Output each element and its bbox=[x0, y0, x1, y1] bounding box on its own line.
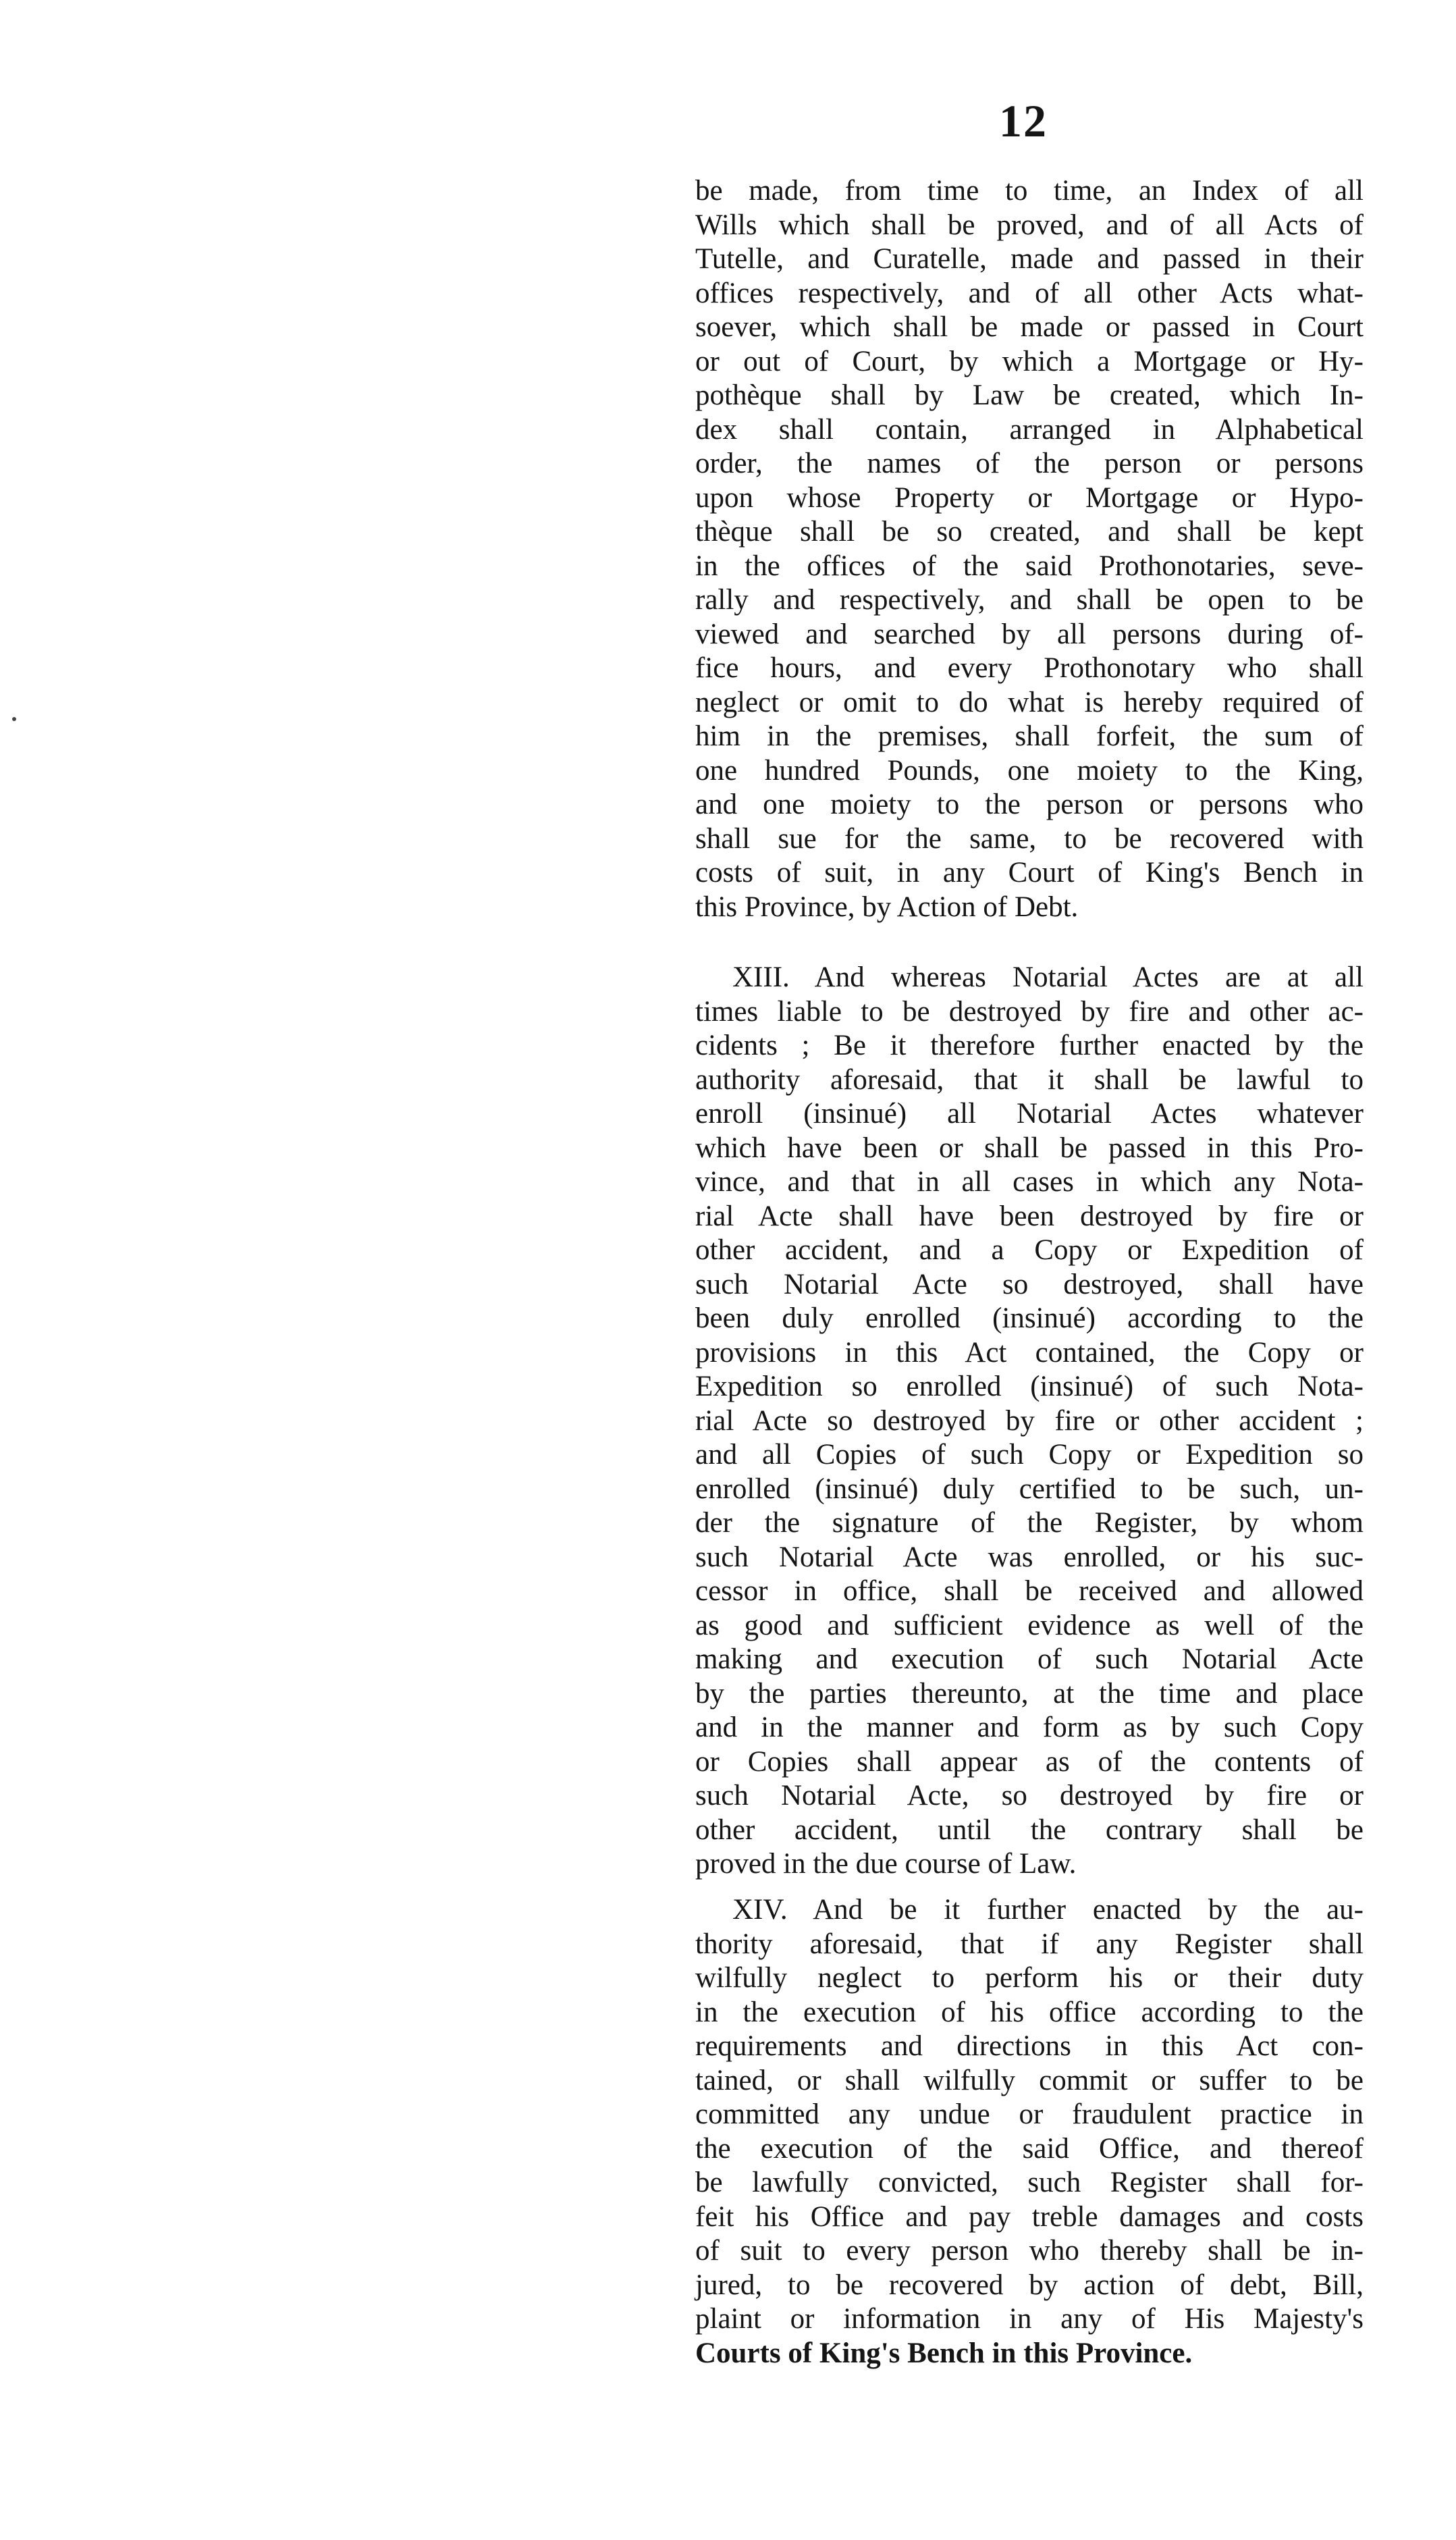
text-line: of suit to every person who thereby shall be in- bbox=[695, 2235, 1364, 2267]
text-line: XIV. And be it further enacted by the au- bbox=[732, 1894, 1364, 1926]
text-line: in the offices of the said Prothonotaries, seve- bbox=[695, 550, 1364, 582]
text-line: which have been or shall be passed in this Pro- bbox=[695, 1132, 1364, 1164]
text-line: neglect or omit to do what is hereby required of bbox=[695, 686, 1364, 718]
text-line: thèque shall be so created, and shall be kept bbox=[695, 516, 1364, 548]
text-line: rally and respectively, and shall be open to be bbox=[695, 584, 1364, 616]
text-line: one hundred Pounds, one moiety to the King, bbox=[695, 754, 1364, 787]
text-line: times liable to be destroyed by fire and other ac- bbox=[695, 995, 1364, 1028]
section-xiv bbox=[695, 1893, 1364, 2371]
text-line: the execution of the said Office, and thereof bbox=[695, 2132, 1364, 2165]
text-line: pothèque shall by Law be created, which In- bbox=[695, 379, 1364, 411]
text-line: XIII. And whereas Notarial Actes are at all bbox=[732, 961, 1364, 993]
text-line: rial Acte shall have been destroyed by fire or bbox=[695, 1200, 1364, 1232]
text-line: by the parties thereunto, at the time and place bbox=[695, 1677, 1364, 1710]
text-line: dex shall contain, arranged in Alphabetical bbox=[695, 413, 1364, 446]
text-line: or out of Court, by which a Mortgage or Hy- bbox=[695, 345, 1364, 377]
paragraph-12-continuation bbox=[695, 174, 1364, 924]
text-line: offices respectively, and of all other Acts what- bbox=[695, 277, 1364, 309]
text-line: committed any undue or fraudulent practice in bbox=[695, 2098, 1364, 2130]
text-line: soever, which shall be made or passed in Court bbox=[695, 311, 1364, 343]
text-line: and in the manner and form as by such Copy bbox=[695, 1712, 1364, 1743]
text-line: viewed and searched by all persons during of- bbox=[695, 618, 1364, 650]
text-line: Tutelle, and Curatelle, made and passed in their bbox=[695, 243, 1364, 275]
text-line: upon whose Property or Mortgage or Hypo- bbox=[695, 481, 1364, 514]
text-line: costs of suit, in any Court of King's Bench in bbox=[695, 857, 1364, 889]
text-line: such Notarial Acte was enrolled, or his suc- bbox=[695, 1541, 1364, 1573]
text-line: in the execution of his office according to the bbox=[695, 1996, 1364, 2028]
text-line: making and execution of such Notarial Acte bbox=[695, 1643, 1364, 1675]
text-line: authority aforesaid, that it shall be lawful to bbox=[695, 1063, 1364, 1096]
text-line: him in the premises, shall forfeit, the sum of bbox=[695, 720, 1364, 752]
text-line: and all Copies of such Copy or Expedition so bbox=[695, 1439, 1364, 1471]
text-line: such Notarial Acte so destroyed, shall have bbox=[695, 1268, 1364, 1300]
text-line: or Copies shall appear as of the contents of bbox=[695, 1745, 1364, 1778]
text-line: wilfully neglect to perform his or their duty bbox=[695, 1962, 1364, 1994]
page-number: 12 bbox=[999, 95, 1048, 147]
text-line: der the signature of the Register, by whom bbox=[695, 1507, 1364, 1539]
text-line: Courts of King's Bench in this Province. bbox=[695, 2337, 1193, 2369]
text-line: be made, from time to time, an Index of all bbox=[695, 175, 1364, 207]
text-line: order, the names of the person or persons bbox=[695, 448, 1364, 479]
text-line: enroll (insinué) all Notarial Actes whatever bbox=[695, 1098, 1364, 1130]
text-line: plaint or information in any of His Majesty's bbox=[695, 2303, 1364, 2335]
text-line: tained, or shall wilfully commit or suffer to be bbox=[695, 2064, 1364, 2096]
text-line: jured, to be recovered by action of debt, Bill, bbox=[695, 2269, 1364, 2301]
text-line: rial Acte so destroyed by fire or other accident ; bbox=[695, 1404, 1364, 1437]
text-line: cidents ; Be it therefore further enacted by the bbox=[695, 1030, 1364, 1061]
text-line: other accident, and a Copy or Expedition of bbox=[695, 1234, 1364, 1266]
margin-speck bbox=[12, 717, 16, 721]
text-line: provisions in this Act contained, the Copy or bbox=[695, 1336, 1364, 1369]
text-line: been duly enrolled (insinué) according to the bbox=[695, 1302, 1364, 1334]
text-line: Expedition so enrolled (insinué) of such Nota- bbox=[695, 1371, 1364, 1402]
text-line: proved in the due course of Law. bbox=[695, 1848, 1077, 1880]
text-line: and one moiety to the person or persons who bbox=[695, 789, 1364, 820]
text-line: such Notarial Acte, so destroyed by fire or bbox=[695, 1780, 1364, 1811]
text-line: other accident, until the contrary shall be bbox=[695, 1814, 1364, 1846]
text-line: as good and sufficient evidence as well of the bbox=[695, 1609, 1364, 1641]
text-line: thority aforesaid, that if any Register shall bbox=[695, 1928, 1364, 1960]
text-line: cessor in office, shall be received and allowed bbox=[695, 1575, 1364, 1607]
text-line: enrolled (insinué) duly certified to be such, un- bbox=[695, 1473, 1364, 1505]
text-line: feit his Office and pay treble damages and costs bbox=[695, 2200, 1364, 2233]
section-xiii bbox=[695, 961, 1364, 1882]
text-line: fice hours, and every Prothonotary who shall bbox=[695, 652, 1364, 684]
text-line: be lawfully convicted, such Register shall for- bbox=[695, 2167, 1364, 2198]
text-line: Wills which shall be proved, and of all Acts of bbox=[695, 209, 1364, 241]
text-line: shall sue for the same, to be recovered with bbox=[695, 822, 1364, 855]
text-line: requirements and directions in this Act con- bbox=[695, 2030, 1364, 2062]
text-line: this Province, by Action of Debt. bbox=[695, 891, 1079, 923]
text-line: vince, and that in all cases in which any Nota- bbox=[695, 1166, 1364, 1198]
